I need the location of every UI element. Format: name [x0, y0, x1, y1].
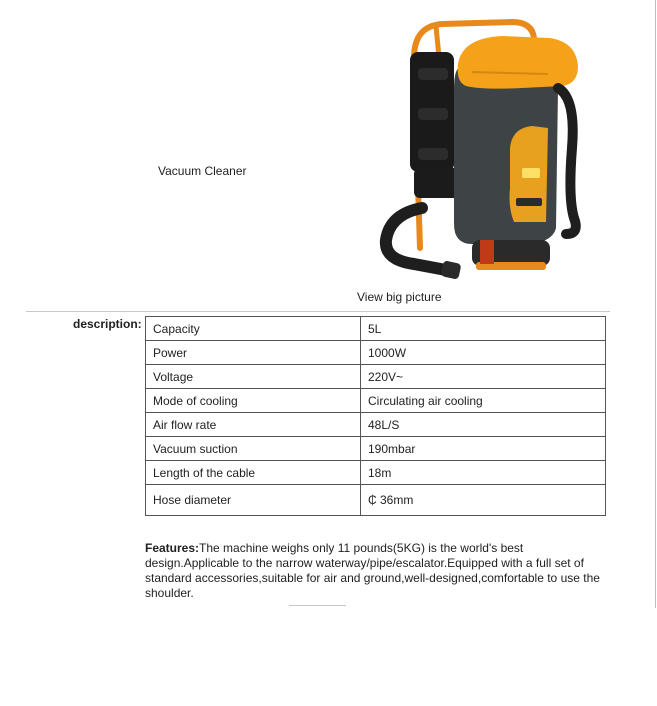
features-text: The machine weighs only 11 pounds(5KG) is the world's best design.Applicable to the narrow waterway/pipe/escalator.Equipped with a full set of standard accessories,suitable for air and ground,well-designed,comfortable to use the shoulder.: [145, 541, 600, 600]
spec-name: Voltage: [146, 365, 361, 389]
spec-name: Air flow rate: [146, 413, 361, 437]
spec-value: 190mbar: [361, 437, 605, 461]
description-label: description:: [73, 317, 142, 331]
spec-row: [146, 485, 605, 515]
spec-row: [146, 389, 605, 413]
spec-name: Length of the cable: [146, 461, 361, 485]
horizontal-divider: [26, 311, 610, 312]
spec-table: [145, 316, 606, 516]
spec-name: Power: [146, 341, 361, 365]
spec-name: Mode of cooling: [146, 389, 361, 413]
product-name: Vacuum Cleaner: [158, 164, 247, 178]
spec-row: [146, 437, 605, 461]
features-label: Features:: [145, 541, 200, 555]
view-big-picture-link[interactable]: View big picture: [357, 290, 442, 304]
spec-row: [146, 317, 605, 341]
spec-value: ₵ 36mm: [368, 493, 414, 507]
spec-name: Vacuum suction: [146, 437, 361, 461]
spec-row: [146, 461, 605, 485]
spec-value: 48L/S: [361, 413, 605, 437]
vacuum-cleaner-illustration: [362, 8, 594, 288]
features-paragraph: [145, 541, 607, 601]
spec-value: 5L: [361, 317, 605, 341]
spec-row: [146, 341, 605, 365]
right-divider: [655, 0, 656, 608]
footer-divider: [289, 605, 346, 606]
spec-row: [146, 365, 605, 389]
spec-value: 18m: [361, 461, 605, 485]
product-image[interactable]: [362, 8, 594, 288]
spec-value: 1000W: [361, 341, 605, 365]
spec-value: Circulating air cooling: [361, 389, 605, 413]
spec-name: Capacity: [146, 317, 361, 341]
spec-row: [146, 413, 605, 437]
spec-name: Hose diameter: [146, 485, 361, 515]
spec-value: 220V~: [361, 365, 605, 389]
